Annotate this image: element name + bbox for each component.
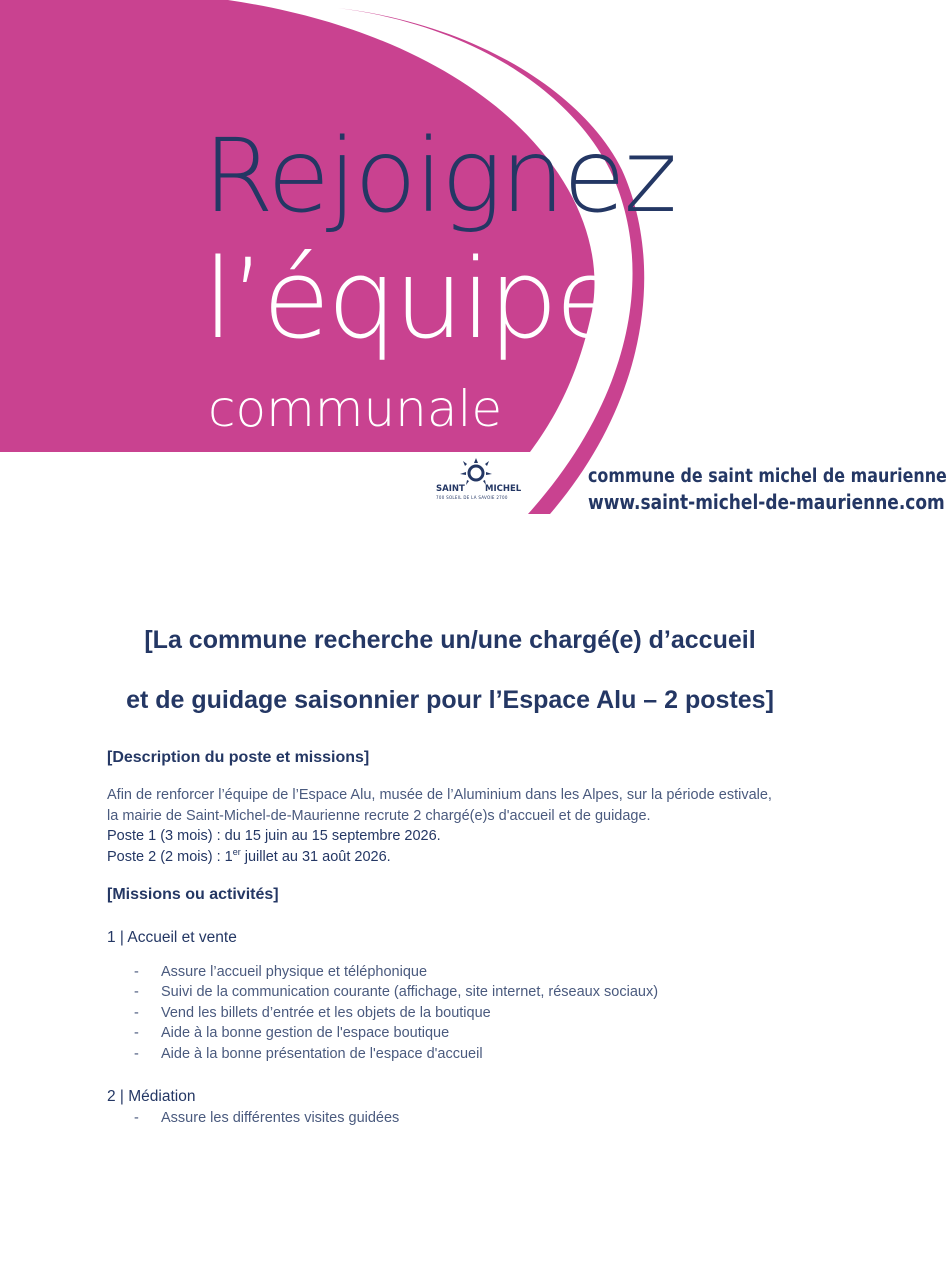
section-heading-missions: [Missions ou activités] (107, 886, 279, 903)
commune-logo (434, 458, 520, 508)
list-item (134, 982, 658, 1002)
website-url[interactable]: www.saint-michel-de-maurienne.com (588, 490, 945, 514)
job-headline (0, 610, 900, 730)
poste-1-dates: Poste 1 (3 mois) : du 15 juin au 15 septembre 2026. (107, 828, 441, 844)
bullet-dash: - (134, 964, 139, 980)
list-item-text: Aide à la bonne gestion de l'espace boutique (161, 1025, 450, 1042)
list-item-text: Assure les différentes visites guidées (161, 1110, 400, 1126)
mission-list-accueil (134, 962, 658, 1064)
hero-title-equipe: l’équipe (203, 235, 620, 363)
mission-list-mediation (134, 1108, 399, 1128)
list-item-text: Assure l’accueil physique et téléphonique (161, 964, 428, 980)
bullet-dash: - (134, 1004, 139, 1021)
list-item-text: Vend les billets d’entrée et les objets de la boutique (161, 1004, 491, 1021)
hero-title-communale: communale (208, 380, 503, 438)
description-block (107, 785, 827, 867)
commune-name: commune de saint michel de maurienne (588, 466, 947, 487)
list-item (134, 1003, 658, 1023)
bullet-dash: - (134, 1025, 139, 1042)
list-item (134, 962, 658, 982)
bullet-dash: - (134, 1110, 139, 1126)
description-paragraph-2: la mairie de Saint-Michel-de-Maurienne recrute 2 chargé(e)s d'accueil et de guidage. (107, 807, 651, 824)
poste-2-prefix: Poste 2 (2 mois) : 1 (107, 848, 233, 865)
logo-word-saint: SAINT (436, 484, 465, 494)
mission-title-mediation: 2 | Médiation (107, 1088, 196, 1105)
list-item (134, 1023, 658, 1043)
poste-2-suffix: juillet au 31 août 2026. (240, 848, 391, 865)
bullet-dash: - (134, 984, 139, 1001)
headline-line-2: et de guidage saisonnier pour l’Espace Alu – 2 postes] (126, 686, 774, 714)
logo-tagline: 700 SOLEIL DE LA SAVOIE 2700 (436, 495, 508, 500)
list-item-text: Suivi de la communication courante (affichage, site internet, réseaux sociaux) (161, 984, 659, 1001)
section-heading-description: [Description du poste et missions] (107, 749, 370, 766)
poste-2-superscript: er (232, 846, 241, 857)
logo-word-michel: MICHEL (485, 484, 522, 494)
description-paragraph-1: Afin de renforcer l’équipe de l’Espace Alu, musée de l’Aluminium dans les Alpes, sur la période estivale, (107, 787, 772, 803)
list-item (134, 1044, 658, 1064)
list-item-text: Aide à la bonne présentation de l'espace d'accueil (161, 1045, 483, 1062)
poste-2-dates (107, 847, 827, 868)
bullet-dash: - (134, 1045, 139, 1062)
list-item (134, 1108, 399, 1128)
headline-line-1: [La commune recherche un/une chargé(e) d’accueil (144, 626, 756, 654)
mission-title-accueil: 1 | Accueil et vente (107, 929, 237, 946)
hero-title-rejoignez: Rejoignez (203, 117, 676, 236)
